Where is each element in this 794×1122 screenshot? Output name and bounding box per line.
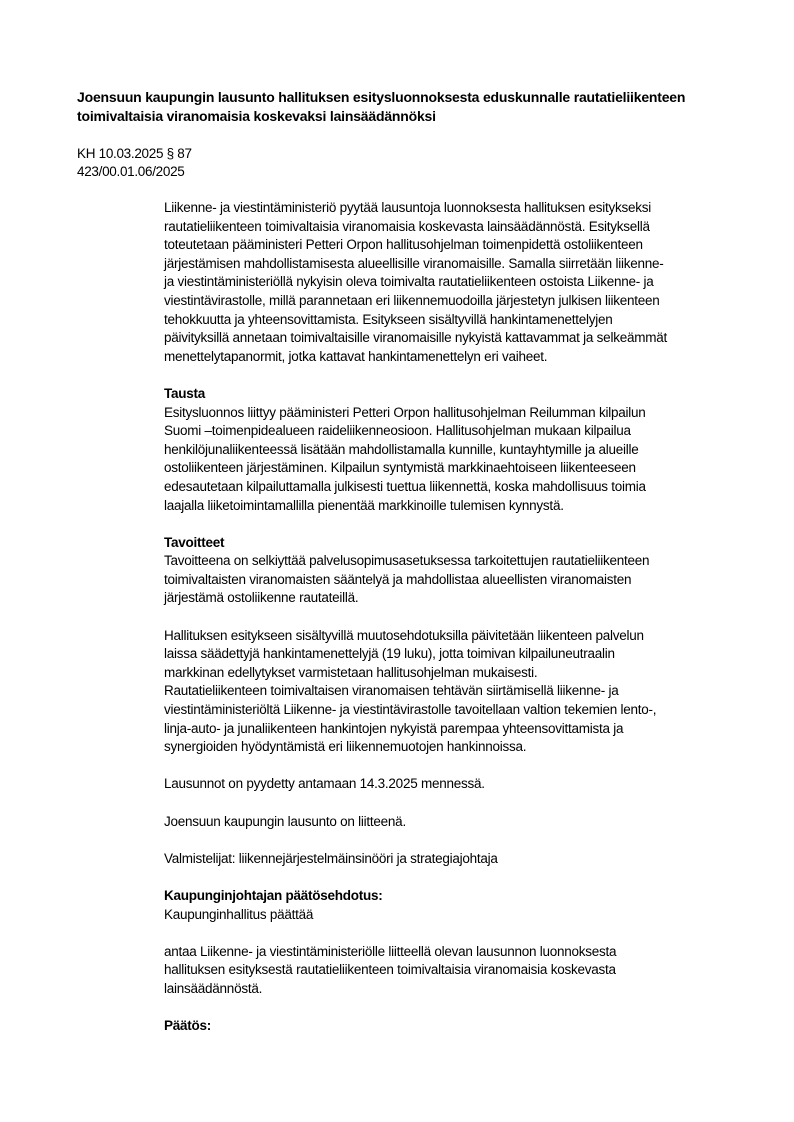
text-line: lainsäädännöstä. <box>164 980 263 996</box>
section-heading: Tausta <box>164 385 206 401</box>
deadline-text: Lausunnot on pyydetty antamaan 14.3.2025 mennessä. <box>164 776 485 792</box>
decider-text: Kaupunginhallitus päättää <box>164 906 314 922</box>
section-heading: Tavoitteet <box>164 534 225 550</box>
text-line: päivityksillä annetaan toimivaltaisille viranomaisille nykyistä kattavammat ja selkeämmät <box>164 330 667 346</box>
document-title <box>77 88 757 126</box>
section-proposal <box>164 887 764 999</box>
text-line: henkilöjunaliikenteessä lisätään mahdollistamalla kunnille, kuntayhtymille ja alueille <box>164 441 639 457</box>
title-line: toimivaltaisia viranomaisia koskevaksi lainsäädännöksi <box>77 108 436 124</box>
decision-heading: Päätös: <box>164 1018 212 1034</box>
text-line: järjestämä ostoliikenne rautateillä. <box>164 590 359 606</box>
section-heading: Kaupunginjohtajan päätösehdotus: <box>164 887 383 903</box>
text-line: toimivaltaisten viranomaisten sääntelyä ja mahdollistaa alueellisten viranomaisten <box>164 571 632 587</box>
text-line: antaa Liikenne- ja viestintäministeriölle liitteellä olevan lausunnon luonnoksesta <box>164 943 617 959</box>
spacer <box>164 515 764 534</box>
document-body <box>164 199 764 1036</box>
text-line: Hallituksen esitykseen sisältyvillä muutosehdotuksilla päivitetään liikenteen palvelun <box>164 627 644 643</box>
spacer <box>164 831 764 850</box>
text-line: markkinan edellytykset varmistetaan hallitusohjelman mukaisesti. <box>164 664 538 680</box>
spacer <box>164 868 764 887</box>
document-meta <box>77 145 192 181</box>
text-line: laajalla liiketoimintamallilla pienentää markkinoille tulemisen kynnystä. <box>164 497 564 513</box>
text-line: linja-auto- ja junaliikenteen hankintojen nykyistä parempaa yhteensovittamista ja <box>164 720 624 736</box>
text-line: viestintäministeriöltä Liikenne- ja viestintävirastolle tavoitellaan valtion tekemien lento-, <box>164 702 657 718</box>
spacer <box>164 608 764 627</box>
text-line: Tavoitteena on selkiyttää palvelusopimusasetuksessa tarkoitettujen rautatieliikenteen <box>164 553 650 569</box>
text-line: viestintävirastolle, millä parannetaan eri liikennemuodoilla järjestetyn julkisen liikenteen <box>164 292 660 308</box>
section-tausta <box>164 385 764 515</box>
record-number: 423/00.01.06/2025 <box>77 164 185 179</box>
text-line: tehokkuutta ja yhteensovittamista. Esitykseen sisältyvillä hankintamenettelyjen <box>164 311 613 327</box>
text-line: laissa säädettyjä hankintamenettelyjä (19 luku), jotta toimivan kilpailuneutraalin <box>164 646 615 662</box>
text-line: edesautetaan kilpailuttamalla julkisesti tuettua liikennettä, koska mahdollisuus toimia <box>164 478 646 494</box>
intro-paragraph <box>164 199 764 366</box>
spacer <box>164 924 764 943</box>
text-line: järjestämisen mahdollistamisesta alueellisille viranomaisille. Samalla siirretään liikenne- <box>164 255 664 271</box>
text-line: Rautatieliikenteen toimivaltaisen viranomaisen tehtävän siirtämisellä liikenne- ja <box>164 683 619 699</box>
text-line: menettelytapanormit, jotka kattavat hankintamenettelyn eri vaiheet. <box>164 348 548 364</box>
section-tavoitteet <box>164 534 764 757</box>
meeting-reference: KH 10.03.2025 § 87 <box>77 146 192 161</box>
spacer <box>164 999 764 1018</box>
title-line: Joensuun kaupungin lausunto hallituksen esitysluonnoksesta eduskunnalle rautatieliikenteen <box>77 89 686 105</box>
preparers-text: Valmistelijat: liikennejärjestelmäinsinööri ja strategiajohtaja <box>164 850 498 866</box>
text-line: ja viestintäministeriöllä nykyisin oleva toimivalta rautatieliikenteen ostoista Liikenne- ja <box>164 274 654 290</box>
text-line: Liikenne- ja viestintäministeriö pyytää lausuntoja luonnoksesta hallituksen esitykseksi <box>164 200 652 215</box>
text-line: hallituksen esityksestä rautatieliikenteen toimivaltaisia viranomaisia koskevasta <box>164 962 616 978</box>
spacer <box>164 794 764 813</box>
text-line: ostoliikenteen järjestäminen. Kilpailun syntymistä markkinaehtoiseen liikenteeseen <box>164 460 636 476</box>
text-line: synergioiden hyödyntämistä eri liikennemuotojen hankinnoissa. <box>164 739 527 755</box>
text-line: toteutetaan pääministeri Petteri Orpon hallitusohjelman toimenpidettä ostoliikenteen <box>164 237 643 253</box>
text-line: rautatieliikenteen toimivaltaisia viranomaisia koskevasta lainsäädännöstä. Esityksellä <box>164 218 650 234</box>
text-line: Suomi –toimenpidealueen raideliikenneosioon. Hallitusohjelman mukaan kilpailua <box>164 423 631 439</box>
attachment-note: Joensuun kaupungin lausunto on liitteenä. <box>164 813 406 829</box>
spacer <box>164 757 764 776</box>
text-line: Esitysluonnos liittyy pääministeri Petteri Orpon hallitusohjelman Reilumman kilpailun <box>164 404 646 420</box>
spacer <box>164 366 764 385</box>
